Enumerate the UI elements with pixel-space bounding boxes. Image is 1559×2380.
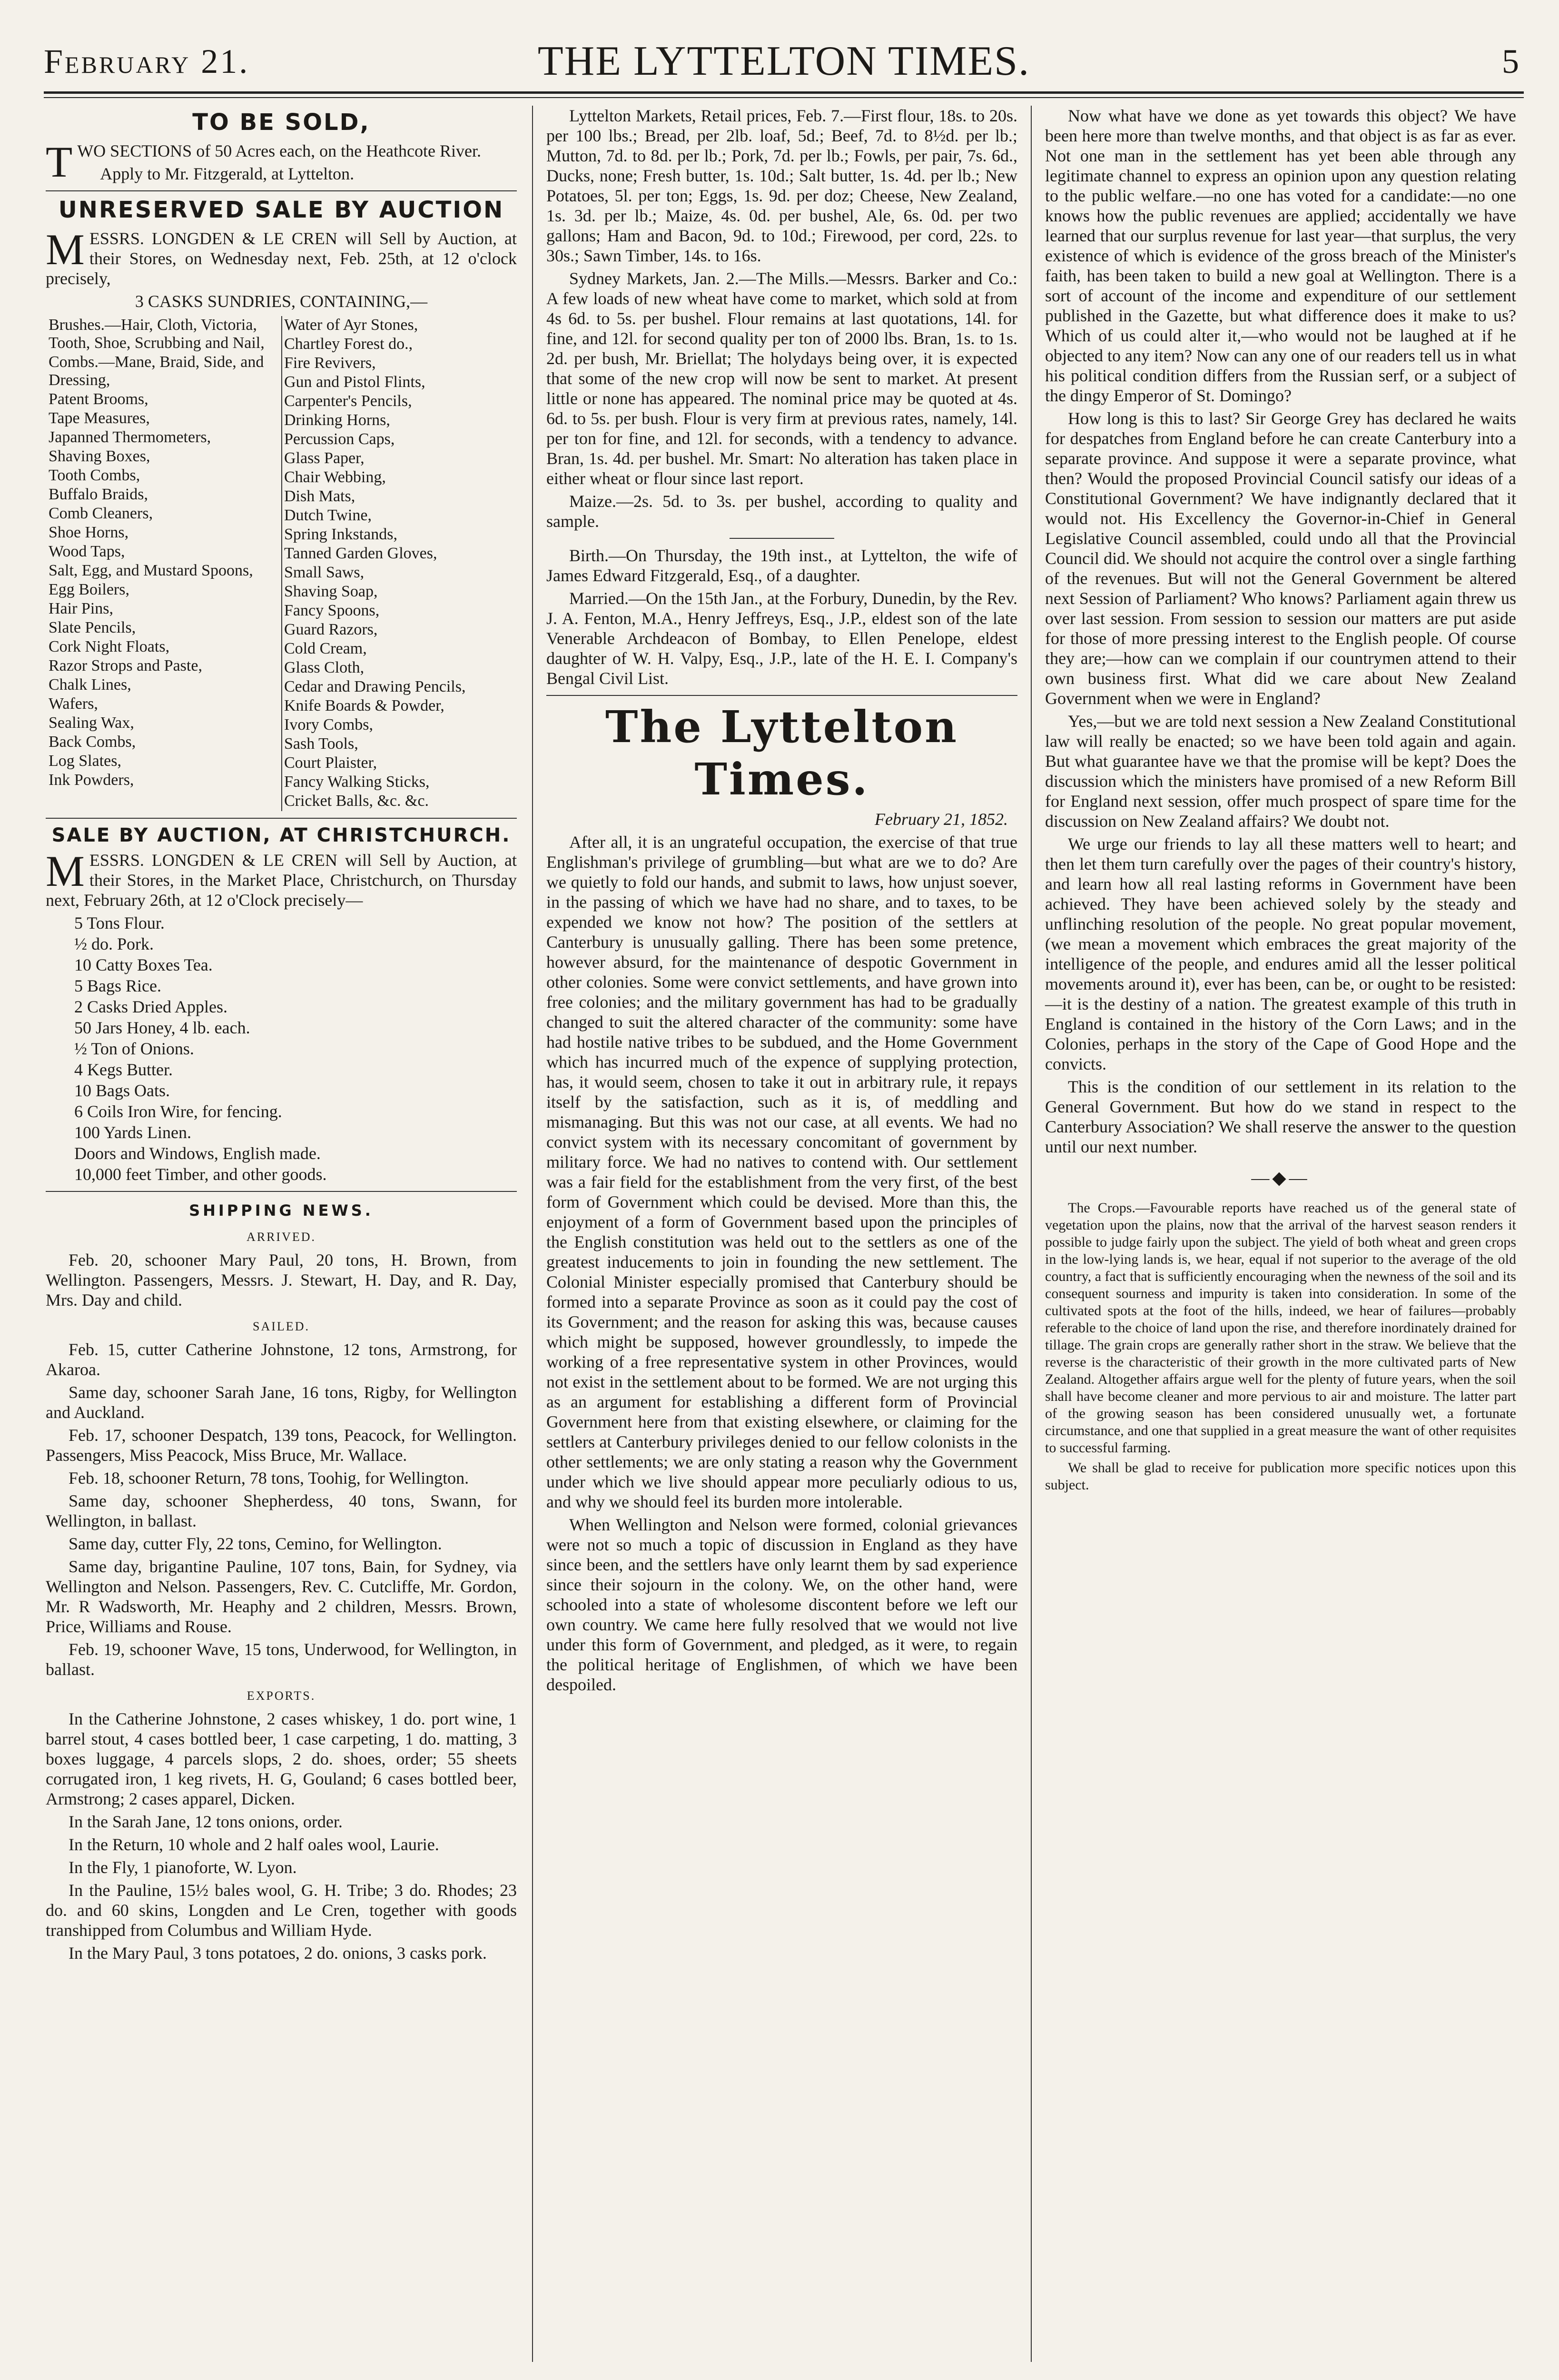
editorial-paragraph: We urge our friends to lay all these matters well to heart; and then let them turn carefully over the pages of their country's history, and learn how all real lasting reforms in Government have been achieved. They have been achieved solely by the steady and unflinching resolution of the people. No great popular movement, (we mean a movement which embraces the great majority of the intelligence of the people, and endures amid all the lesser political movements around it), ever has been, can be, or ought to be resisted:—it is the destiny of a nation. The greatest example of this truth in England is contained in the history of the Corn Laws; and in the Colonies, perhaps in the story of the Cape of Good Hope and the convicts. [1045,834,1516,1073]
christchurch-item: ½ Ton of Onions. [74,1039,194,1058]
sundry-item: Shaving Boxes, [49,447,150,465]
to-be-sold-body: TWO SECTIONS of 50 Acres each, on the Heathcote River. [46,138,481,186]
sundry-item: Spring Inkstands, [284,526,397,543]
sailing-entry: Same day, brigantine Pauline, 107 tons, Bain, for Sydney, via Wellington and Nelson. Passengers, Rev. C. Cutcliffe, Mr. Gordon, Mr. R Wadsworth, Mr. Heaphy and 2 children, Messrs. Brown, Price, Williams and Rouse. [46,1557,517,1636]
sundry-item: Fancy Spoons, [284,602,380,619]
masthead-date: February 21. [44,42,250,80]
market-report: Lyttelton Markets, Retail prices, Feb. 7.—First flour, 18s. to 20s. per 100 lbs.; Bread, per 2lb. loaf, 5d.; Beef, 7d. to 8½d. per lb.; Mutton, 7d. to 8d. per lb.; Pork, 7d. per lb.; Fowls, per pair, 7s. 6d., Ducks, none; Fresh butter, 1s. 10d.; Salt butter, 1s. 4d. per lb.; New Potatoes, 5l. per ton; Eggs, 1s. 9d. per doz; Cheese, New Zealand, 1s. 3d. per lb.; Maize, 4s. 0d. per bushel, Ale, 6s. 0d. per two gallons; Ham and Bacon, 9d. to 10d.; Firewood, per cord, 22s. to 30s.; Sawn Timber, 14s. to 16s. [546,106,1017,265]
export-entry: In the Return, 10 whole and 2 half oales wool, Laurie. [69,1835,439,1854]
crops-paragraph: The Crops.—Favourable reports have reached us of the general state of vegetation upon the plains, now that the arrival of the harvest season renders it possible to judge fairly upon the subject. The yield of both wheat and green crops in the low-lying lands is, we hear, equal if not superior to the average of the old country, a fact that is sufficiently encouraging when the newness of the soil and its consequent sourness and impurity is taken into consideration. In some of the cultivated spots at the foot of the hills, indeed, we hear of failures—probably referable to the choice of land upon the rise, and therefore inordinately drained for tillage. The grain crops are generally rather short in the straw. We believe that the reverse is the characteristic of their growth in the more cultivated parts of New Zealand. Altogether affairs argue well for the plenty of future years, when the soil shall have become cleaner and more pervious to air and moisture. The latter part of the growing season has been considered unusually wet, a fortunate circumstance, and one that supplied in a great measure the want of other requisites to successful farming. [1045,1200,1516,1456]
sundry-item: Gun and Pistol Flints, [284,373,425,391]
christchurch-item: 10 Catty Boxes Tea. [74,955,213,974]
exports-list [46,1709,517,1963]
export-entry: In the Fly, 1 pianoforte, W. Lyon. [69,1858,297,1877]
sundry-item: Knife Boards & Powder, [284,697,444,714]
christchurch-item: ½ do. Pork. [74,934,154,953]
christchurch-item: 10 Bags Oats. [74,1081,170,1100]
sundry-item: Back Combs, [49,733,136,751]
sundry-item: Chalk Lines, [49,676,131,694]
sundry-item: Dutch Twine, [284,506,372,524]
sundry-item: Fancy Walking Sticks, [284,773,430,791]
family-notice: Married.—On the 15th Jan., at the Forbury, Dunedin, by the Rev. J. A. Fenton, M.A., Henry Jeffreys, Esq., J.P., eldest son of the late Venerable Archdeacon of Bombay, to Ellen Penelope, eldest daughter of W. H. Valpy, Esq., J.P., late of the H. E. I. Company's Bengal Civil List. [546,589,1017,688]
sailing-entry: Same day, cutter Fly, 22 tons, Cemino, for Wellington. [69,1534,442,1553]
export-entry: In the Pauline, 15½ bales wool, G. H. Tribe; 3 do. Rhodes; 23 do. and 60 skins, Longden and Le Cren, together with goods transhipped from Columbus and William Hyde. [46,1881,517,1940]
sundry-item: Percussion Caps, [284,430,395,448]
sundry-item: Wafers, [49,695,98,713]
divider [46,1191,517,1192]
christchurch-item: 100 Yards Linen. [74,1123,192,1142]
sailed-label: SAILED. [253,1319,310,1333]
market-report: Maize.—2s. 5d. to 3s. per bushel, according to quality and sample. [546,492,1017,531]
christchurch-item: 4 Kegs Butter. [74,1060,173,1079]
sundry-item: Egg Boilers, [49,581,129,598]
editorial-continued [1045,106,1516,1157]
editorial-title: The Lyttelton Times. [605,701,958,805]
divider [46,190,517,191]
crops-section [1045,1200,1516,1494]
sundry-item: Ink Powders, [49,771,134,789]
sundry-item: Hair Pins, [49,600,113,617]
sundry-item: Court Plaister, [284,754,377,772]
editorial-body [546,832,1017,1695]
column-2 [546,106,1017,1697]
sundry-item: Combs.—Mane, Braid, Side, and Dressing, [49,353,264,389]
column-divider [1031,106,1032,2362]
sailed-list [46,1339,517,1679]
sundry-item: Cedar and Drawing Pencils, [284,678,466,695]
column-1 [46,106,517,1966]
editorial-paragraph: When Wellington and Nelson were formed, colonial grievances were not so much a topic of discussion in England as they have since been, and the settlers have only learnt them by sad experience since their sojourn in the colony. We, on the other hand, were schooled into a state of wholesome discontent before we left our own country. We came here fully resolved that we would not live under this form of Government, and pledged, as it were, to regain the political heritage of Englishmen, of which we have been despoiled. [546,1515,1017,1694]
sundry-item: Salt, Egg, and Mustard Spoons, [49,562,253,579]
crops-paragraph: We shall be glad to receive for publication more specific notices upon this subject. [1045,1460,1516,1493]
sundry-item: Log Slates, [49,752,121,770]
arrival-entry: Feb. 20, schooner Mary Paul, 20 tons, H. Brown, from Wellington. Passengers, Messrs. J. Stewart, H. Day, and R. Day, Mrs. Day and child. [46,1250,517,1309]
christchurch-item: 2 Casks Dried Apples. [74,997,227,1016]
sundry-item: Japanned Thermometers, [49,428,211,446]
sundry-item: Cricket Balls, &c. &c. [284,792,429,810]
christchurch-item: 5 Tons Flour. [74,913,165,932]
sundry-item: Cold Cream, [284,640,367,657]
editorial-paragraph: After all, it is an ungrateful occupation, the exercise of that true Englishman's privilege of grumbling—but what are we to do? Are we quietly to fold our hands, and submit to laws, how unjust soever, in the passing of which we have had no share, and to taxes, to be expended we know not how? The position of the settlers at Canterbury is unusually galling. There has been some pretence, however absurd, for the maintenance of despotic Government in other colonies. Some were convict settlements, and have grown into free colonies; and the military government has had to be gradually changed to suit the altered character of the community: some have had hostile native tribes to be subdued, and the Home Government which has incurred much of the expence of supplying protection, has, it would seem, chosen to take it out in arbitrary rule, it repays itself by the satisfaction, such as it is, of meddling and mismanaging. But this was not our case, at all events. We had no convict system with its necessary concomitant of government by military force. We had no natives to contend with. Our settlement was a fair field for the establishment from the very first, of the best form of Government which could be devised. More than this, the enjoyment of a form of Government based upon the principles of the English constitution was held out to the settlers as one of the greatest inducements to join in founding the new settlement. The Colonial Minister especially promised that Canterbury should be formed into a separate Province as soon as it could pay the cost of its Government; and the reason for asking this was, because causes which might be supposed, however groundlessly, to impede the working of a free representative system in other Provinces, would not exist in the settlement about to be formed. We are not urging this as an argument for establishing a different form of Provincial Government here from that existing elsewhere, or claiming for the settlers at Canterbury privileges denied to our fellow colonists in the other settlements; we are only stating a reason why the Government under which we live should appear more peculiarly odious to us, and why we should feel its burden more intolerable. [546,833,1017,1511]
sundries-left [46,316,281,811]
sundry-item: Cork Night Floats, [49,638,170,655]
christchurch-item: 50 Jars Honey, 4 lb. each. [74,1018,250,1037]
sailing-entry: Feb. 18, schooner Return, 78 tons, Toohig, for Wellington. [69,1468,469,1488]
newspaper-title: THE LYTTELTON TIMES. [537,38,1030,84]
editorial-paragraph: How long is this to last? Sir George Grey has declared he waits for despatches from England before he can create Canterbury into a separate province. And suppose it were a separate province, what then? Would the proposed Provincial Council satisfy our ideas of a Constitutional Government? We have indignantly declared that it would not. His Excellency the Governor-in-Chief in General Legislative Council assembled, could undo all that the Provincial Council did. We should not acquire the control over a single farthing of the revenues. But will not the General Government be altered next Session of Parliament? Who knows? Parliament again threw us over last session. From session to session our matters are put aside for those of more pressing interest to the English people. Of course they are;—how can we complain if our countrymen attend to their own business first. What did we care about New Zealand Government when we were in England? [1045,409,1516,708]
editorial-date: February 21, 1852. [875,810,1008,829]
page-number: 5 [1502,42,1519,80]
family-notice: Birth.—On Thursday, the 19th inst., at Lyttelton, the wife of James Edward Fitzgerald, Esq., of a daughter. [546,546,1017,585]
christchurch-item: 10,000 feet Timber, and other goods. [74,1165,327,1184]
christchurch-items [46,913,517,1184]
sundries-right [281,316,517,811]
sundry-item: Slate Pencils, [49,619,136,636]
exports-label: EXPORTS. [247,1689,316,1703]
christchurch-sale-heading: SALE BY AUCTION, AT CHRISTCHURCH. [51,824,511,846]
arrived-list [46,1250,517,1310]
christchurch-item: Doors and Windows, English made. [74,1144,321,1163]
unreserved-sale-heading: UNRESERVED SALE BY AUCTION [58,197,504,223]
sundry-item: Dish Mats, [284,487,355,505]
masthead-rule-thin [44,97,1524,98]
sailing-entry: Feb. 19, schooner Wave, 15 tons, Underwood, for Wellington, in ballast. [46,1640,517,1679]
sundry-item: Wood Taps, [49,543,125,560]
ornament-divider: —◆— [1251,1168,1310,1188]
sundry-item: Ivory Combs, [284,716,373,734]
notices-section [546,545,1017,688]
editorial-paragraph: Yes,—but we are told next session a New Zealand Constitutional law will really be enacted; so we have been told again and again. But what guarantee have we that the promise will be kept? Does the discussion which the ministers have promised of a new Reform Bill for England next session, offer much prospect of spare time for the discussion on New Zealand affairs? We doubt not. [1045,712,1516,831]
to-be-sold-heading: TO BE SOLD, [192,109,370,136]
sundry-item: Sealing Wax, [49,714,134,732]
editorial-paragraph: This is the condition of our settlement in its relation to the General Government. But how do we stand in respect to the Canterbury Association? We shall reserve the answer to the question until our next number. [1045,1077,1516,1156]
sundry-item: Tape Measures, [49,409,150,427]
sundry-item: Comb Cleaners, [49,505,153,522]
sundry-item: Razor Strops and Paste, [49,657,202,674]
sundry-item: Chartley Forest do., [284,335,413,353]
sundry-item: Chair Webbing, [284,468,386,486]
christchurch-sale-body: MESSRS. LONGDEN & LE CREN will Sell by Auction, at their Stores, in the Market Place, Christchurch, on Thursday next, February 26th, at 12 o'Clock precisely— [46,847,517,910]
divider [730,538,834,539]
sundry-item: Tooth Combs, [49,466,140,484]
sundry-item: Shoe Horns, [49,524,129,541]
sailing-entry: Feb. 17, schooner Despatch, 139 tons, Peacock, for Wellington. Passengers, Miss Peacock, Miss Bruce, Mr. Wallace. [46,1426,517,1465]
sundry-item: Small Saws, [284,564,365,581]
sundry-item: Water of Ayr Stones, [284,316,418,334]
to-be-sold-apply: Apply to Mr. Fitzgerald, at Lyttelton. [100,164,355,183]
shipping-heading: SHIPPING NEWS. [189,1201,374,1220]
sundry-item: Shaving Soap, [284,583,378,600]
export-entry: In the Mary Paul, 3 tons potatoes, 2 do. onions, 3 casks pork. [69,1944,487,1963]
sundry-item: Drinking Horns, [284,411,390,429]
arrived-label: ARRIVED. [246,1230,316,1244]
sundry-item: Buffalo Braids, [49,486,148,503]
sundries-list [46,316,517,811]
column-3 [1045,106,1516,1497]
sundry-item: Glass Cloth, [284,659,365,676]
market-report: Sydney Markets, Jan. 2.—The Mills.—Messrs. Barker and Co.: A few loads of new wheat have come to market, which sold at from 4s 6d. to 5s. per bushel. Flour remains at last quotations, 14l. for fine, and 12l. for second quality per ton of 2000 lbs. Bran, 1s. to 1s. 2d. per bush, Mr. Briellat; The holydays being over, it is expected that some of the new crop will now be sent to market. At present little or none has appeared. The nominal price may be quoted at 4s. 6d. to 5s. per bush. Flour is very firm at previous rates, namely, 14l. per ton for fine, and 12l. for seconds, with a tendency to advance. Bran, 1s. 4d. per bushel. Mr. Smart: No alteration has taken place in either wheat or flour since last report. [546,269,1017,488]
casks-line: 3 CASKS SUNDRIES, CONTAINING,— [135,292,428,311]
export-entry: In the Sarah Jane, 12 tons onions, order. [69,1812,343,1831]
sailing-entry: Same day, schooner Sarah Jane, 16 tons, Rigby, for Wellington and Auckland. [46,1383,517,1422]
divider [46,818,517,819]
column-divider [532,106,533,2362]
export-entry: In the Catherine Johnstone, 2 cases whiskey, 1 do. port wine, 1 barrel stout, 4 cases bottled beer, 1 case carpeting, 1 do. matting, 3 boxes luggage, 4 parcels slops, 2 do. shoes, order; 55 sheets corrugated iron, 1 keg rivets, H. G, Gouland; 6 cases bottled beer, Armstrong; 2 cases apparel, Dicken. [46,1709,517,1808]
sundry-item: Brushes.—Hair, Cloth, Victoria, Tooth, Shoe, Scrubbing and Nail, [49,316,265,352]
sailing-entry: Same day, schooner Shepherdess, 40 tons, Swann, for Wellington, in ballast. [46,1491,517,1530]
sundry-item: Sash Tools, [284,735,358,753]
markets-section [546,106,1017,531]
sundry-item: Patent Brooms, [49,390,148,408]
sundry-item: Glass Paper, [284,449,365,467]
christchurch-item: 6 Coils Iron Wire, for fencing. [74,1102,282,1121]
sundry-item: Tanned Garden Gloves, [284,545,437,562]
sailing-entry: Feb. 15, cutter Catherine Johnstone, 12 tons, Armstrong, for Akaroa. [46,1340,517,1379]
sundry-item: Fire Revivers, [284,354,376,372]
unreserved-sale-body: MESSRS. LONGDEN & LE CREN will Sell by Auction, at their Stores, on Wednesday next, Feb. 25th, at 12 o'clock precisely, [46,225,517,288]
sundry-item: Guard Razors, [284,621,378,638]
christchurch-item: 5 Bags Rice. [74,976,161,995]
masthead [44,37,1524,89]
sundry-item: Carpenter's Pencils, [284,392,412,410]
masthead-rule [44,91,1524,94]
divider [546,695,1017,696]
sundries-divider [281,316,282,811]
editorial-paragraph: Now what have we done as yet towards this object? We have been here more than twelve months, and that object is as far as ever. Not one man in the settlement has yet been able through any legitimate channel to express an opinion upon any question relating to the public welfare.—no one has voted for a candidate:—no one knows how the public revenues are applied; accidentally we have learned that our surplus revenue for last year—that surplus, the very existence of which is evidence of the gross breach of the Minister's faith, has been taken to build a new goal at Wellington. There is a sort of account of the income and expenditure of our settlement published in the Gazette, but what difference does it make to us? Which of us could alter it,—who would not be laughed at if he objected to any item? Now can any one of our readers tell us in what his political condition differs from the Russian serf, or a subject of the dingy Emperor of St. Domingo? [1045,106,1516,405]
